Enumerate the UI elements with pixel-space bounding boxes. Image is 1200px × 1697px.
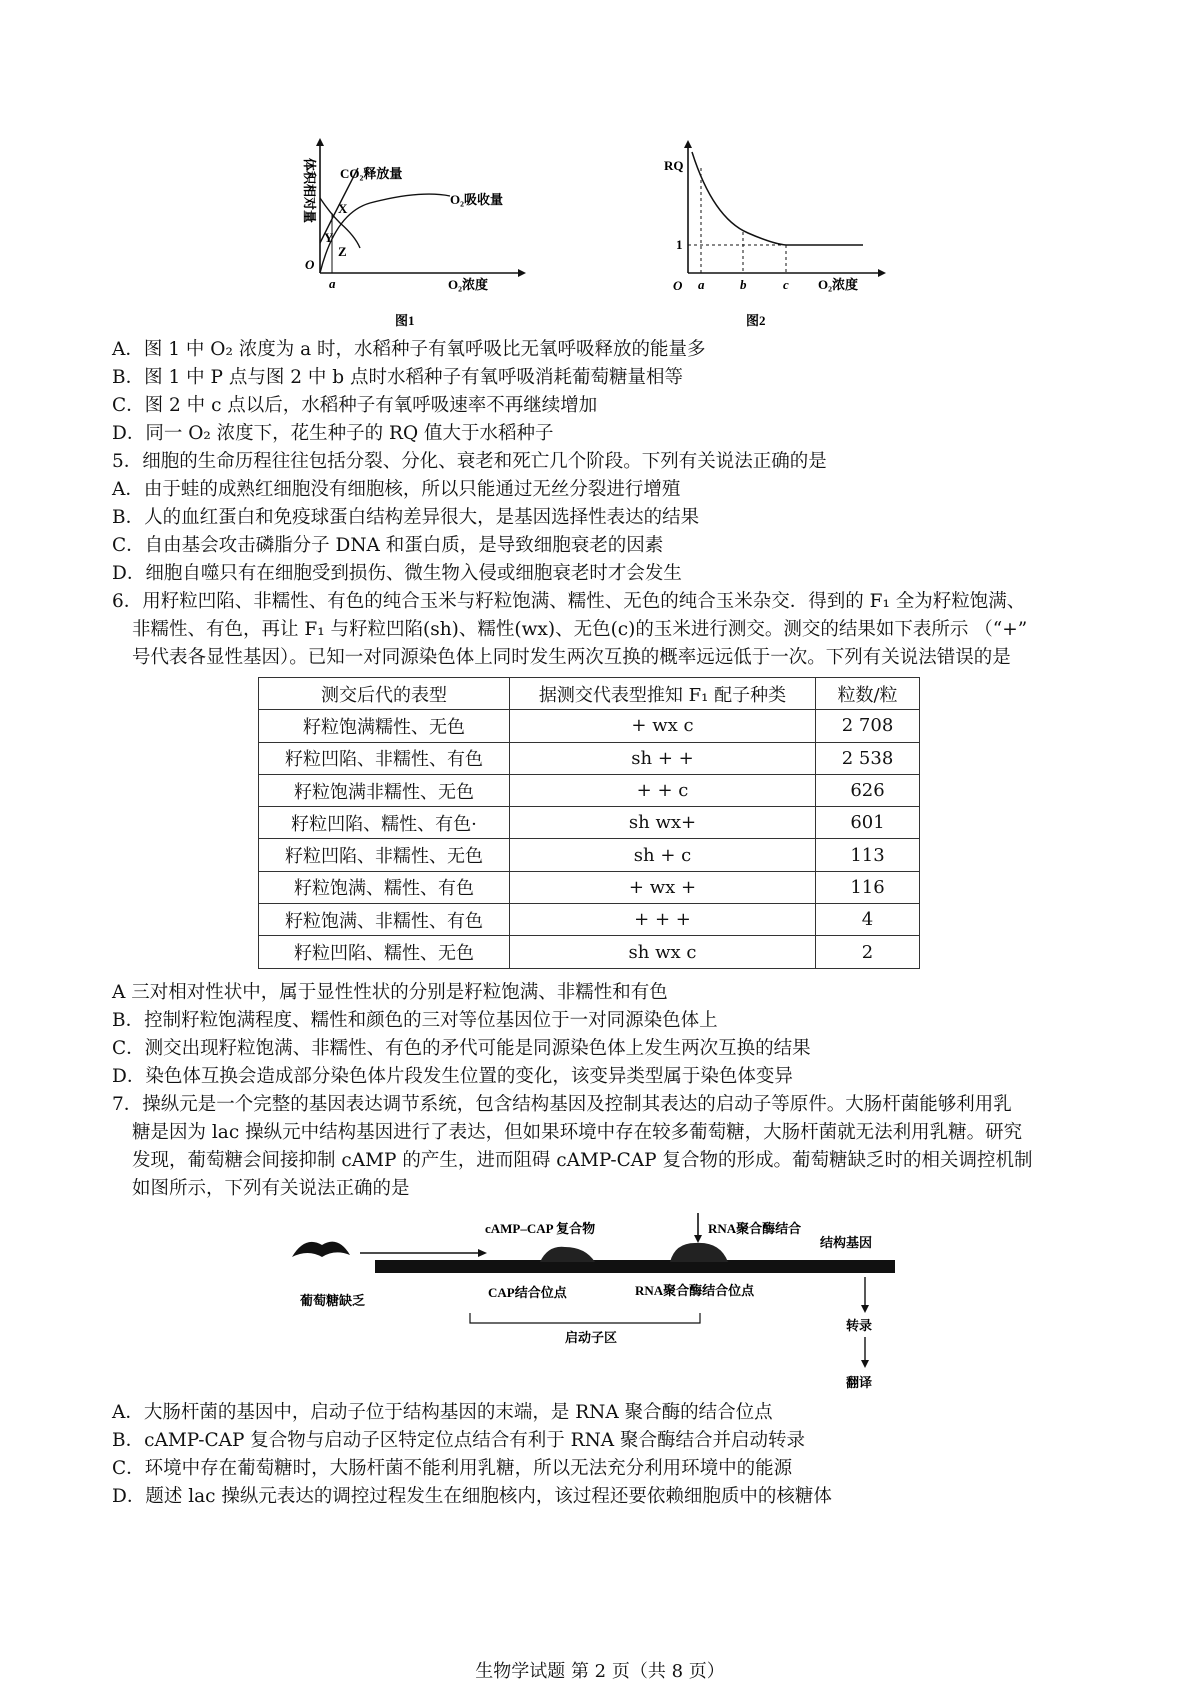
operon-diagram (280, 1205, 940, 1390)
dna-strand (375, 1260, 895, 1273)
q7-stem-line3: 发现，葡萄糖会间接抑制 cAMP 的产生，进而阻碍 cAMP-CAP 复合物的形成。葡萄糖缺乏时的相关调控机制 (132, 1150, 1033, 1171)
q6-option-d: D．染色体互换会造成部分染色体片段发生位置的变化，该变异类型属于染色体变异 (112, 1066, 793, 1087)
table-cell: 4 (816, 904, 920, 936)
table-cell: 籽粒凹陷、非糯性、有色 (259, 742, 510, 774)
table-row (259, 904, 920, 936)
q7-option-b: B．cAMP-CAP 复合物与启动子区特定位点结合有利于 RNA 聚合酶结合并启动转录 (112, 1430, 806, 1451)
fig1-caption: 图1 (395, 313, 415, 328)
testcross-table (258, 677, 920, 969)
fig2-tick-a: a (698, 277, 705, 292)
table-cell: 籽粒凹陷、非糯性、无色 (259, 839, 510, 871)
q5-option-c: C．自由基会攻击磷脂分子 DNA 和蛋白质，是导致细胞衰老的因素 (112, 535, 664, 556)
table-cell: + + + (510, 904, 816, 936)
fig1-point-z: Z (338, 244, 347, 259)
fig1-ylabel: 体积相对量 (302, 158, 317, 224)
q7-stem-line4: 如图所示，下列有关说法正确的是 (132, 1178, 410, 1199)
fig2-ylabel: RQ (664, 158, 684, 173)
fig1-point-x: X (338, 201, 348, 216)
table-header: 粒数/粒 (816, 678, 920, 710)
table-cell: 籽粒饱满、非糯性、有色 (259, 904, 510, 936)
fig1-xlabel: O₂浓度 (448, 277, 489, 292)
page-footer: 生物学试题 第 2 页（共 8 页） (475, 1661, 725, 1682)
q7-option-c: C．环境中存在葡萄糖时，大肠杆菌不能利用乳糖，所以无法充分利用环境中的能源 (112, 1458, 793, 1479)
table-cell: + wx + (510, 871, 816, 903)
table-cell: 籽粒饱满糯性、无色 (259, 710, 510, 742)
label-cap-site: CAP结合位点 (488, 1285, 567, 1300)
table-cell: 2 (816, 936, 920, 968)
q5-option-d: D．细胞自噬只有在细胞受到损伤、微生物入侵或细胞衰老时才会发生 (112, 563, 682, 584)
q4-option-d: D．同一 O₂ 浓度下，花生种子的 RQ 值大于水稻种子 (112, 423, 554, 444)
q5-option-b: B．人的血红蛋白和免疫球蛋白结构差异很大，是基因选择性表达的结果 (112, 507, 700, 528)
q4-option-a: A．图 1 中 O₂ 浓度为 a 时，水稻种子有氧呼吸比无氧呼吸释放的能量多 (112, 339, 706, 360)
fig2-origin: O (673, 278, 683, 293)
table-cell: + wx c (510, 710, 816, 742)
table-cell: 113 (816, 839, 920, 871)
q7-stem-line1: 7．操纵元是一个完整的基因表达调节系统，包含结构基因及控制其表达的启动子等原件。大肠杆菌能够利用乳 (112, 1094, 1012, 1115)
label-structural-gene: 结构基因 (820, 1235, 873, 1250)
label-promoter: 启动子区 (565, 1330, 618, 1345)
table-cell: sh + + (510, 742, 816, 774)
table-cell: 2 708 (816, 710, 920, 742)
label-transcription: 转录 (846, 1318, 873, 1333)
label-rnap-site: RNA聚合酶结合位点 (635, 1283, 755, 1298)
table-row (259, 710, 920, 742)
fig1-o2-label: O₂吸收量 (450, 192, 504, 207)
table-header: 据测交代表型推知 F₁ 配子种类 (510, 678, 816, 710)
q5-option-a: A．由于蛙的成熟红细胞没有细胞核，所以只能通过无丝分裂进行增殖 (112, 479, 681, 500)
table-cell: 籽粒饱满非糯性、无色 (259, 774, 510, 806)
table-cell: 116 (816, 871, 920, 903)
table-cell: 601 (816, 807, 920, 839)
q4-option-c: C．图 2 中 c 点以后，水稻种子有氧呼吸速率不再继续增加 (112, 395, 598, 416)
label-camp-cap-complex: cAMP–CAP 复合物 (485, 1221, 596, 1236)
table-cell: 籽粒饱满、糯性、有色 (259, 871, 510, 903)
table-row (259, 774, 920, 806)
q7-option-a: A．大肠杆菌的基因中，启动子位于结构基因的末端，是 RNA 聚合酶的结合位点 (112, 1402, 773, 1423)
camp-cap-icon (292, 1242, 350, 1257)
fig2-tick-c: c (783, 277, 789, 292)
fig2-tick-1: 1 (676, 237, 683, 252)
table-header: 测交后代的表型 (259, 678, 510, 710)
q5-stem: 5．细胞的生命历程往往包括分裂、分化、衰老和死亡几个阶段。下列有关说法正确的是 (112, 451, 827, 472)
table-row (259, 742, 920, 774)
q7-option-d: D．题述 lac 操纵元表达的调控过程发生在细胞核内，该过程还要依赖细胞质中的核糖体 (112, 1486, 832, 1507)
table-row (259, 807, 920, 839)
q6-stem-line3: 号代表各显性基因）。已知一对同源染色体上同时发生两次互换的概率远远低于一次。下列有关说法错误的是 (132, 647, 1011, 668)
table-cell: + + c (510, 774, 816, 806)
fig1-co2-label: CO₂释放量 (340, 166, 403, 181)
table-row (259, 871, 920, 903)
fig2-xlabel: O₂浓度 (818, 277, 859, 292)
table-cell: sh + c (510, 839, 816, 871)
label-rnap-binding: RNA聚合酶结合 (708, 1221, 802, 1236)
q7-stem-line2: 糖是因为 lac 操纵元中结构基因进行了表达，但如果环境中存在较多葡萄糖，大肠杆菌就无法利用乳糖。研究 (132, 1122, 1023, 1143)
q6-stem-line2: 非糯性、有色，再让 F₁ 与籽粒凹陷(sh)、糯性(wx)、无色(c)的玉米进行测交。测交的结果如下表所示 （“+” (132, 619, 1028, 640)
table-cell: 籽粒凹陷、糯性、有色· (259, 807, 510, 839)
q6-option-b: B．控制籽粒饱满程度、糯性和颜色的三对等位基因位于一对同源染色体上 (112, 1010, 718, 1031)
table-cell: sh wx+ (510, 807, 816, 839)
fig1-point-y: Y (324, 230, 334, 245)
q6-option-a: A 三对相对性状中，属于显性性状的分别是籽粒饱满、非糯性和有色 (112, 982, 668, 1003)
figure-2 (664, 138, 898, 338)
label-glucose-lack: 葡萄糖缺乏 (300, 1293, 366, 1308)
table-row (259, 936, 920, 968)
label-translation: 翻译 (846, 1375, 873, 1390)
fig1-tick-a: a (329, 276, 336, 291)
fig2-caption: 图2 (746, 313, 766, 328)
table-cell: 2 538 (816, 742, 920, 774)
q4-option-b: B．图 1 中 P 点与图 2 中 b 点时水稻种子有氧呼吸消耗葡萄糖量相等 (112, 367, 683, 388)
fig1-origin: O (305, 257, 315, 272)
fig2-tick-b: b (740, 277, 747, 292)
table-cell: 626 (816, 774, 920, 806)
table-cell: sh wx c (510, 936, 816, 968)
table-cell: 籽粒凹陷、糯性、无色 (259, 936, 510, 968)
q6-stem-line1: 6．用籽粒凹陷、非糯性、有色的纯合玉米与籽粒饱满、糯性、无色的纯合玉米杂交．得到的 F₁ 全为籽粒饱满、 (112, 591, 1026, 612)
table-header-row (259, 678, 920, 710)
figure-1 (300, 138, 540, 338)
q6-option-c: C．测交出现籽粒饱满、非糯性、有色的矛代可能是同源染色体上发生两次互换的结果 (112, 1038, 811, 1059)
table-row (259, 839, 920, 871)
